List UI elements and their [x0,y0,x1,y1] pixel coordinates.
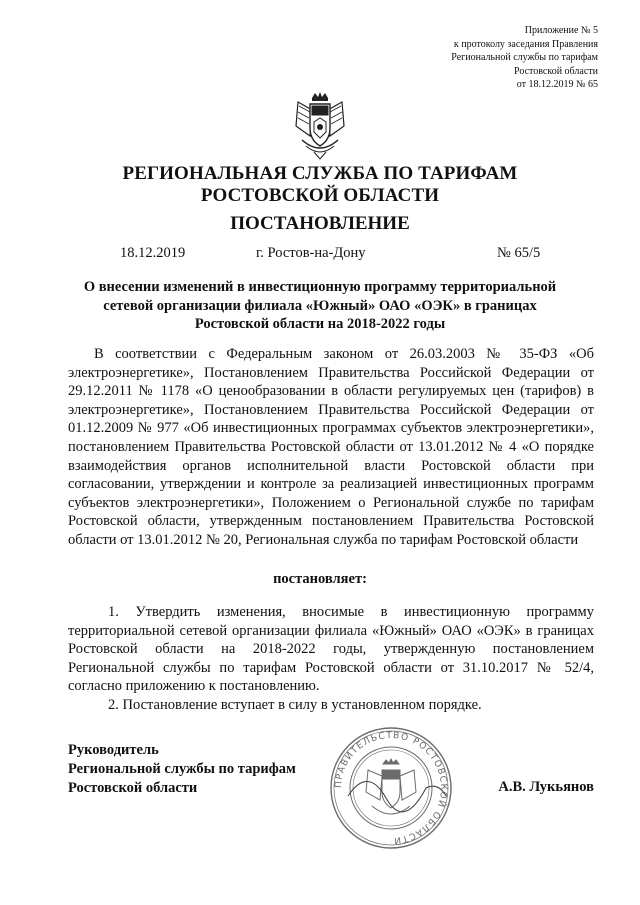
signatory-title [68,741,296,798]
appendix-line: Ростовской области [514,65,598,77]
document-subject [60,278,580,334]
document-city: г. Ростов-на-Дону [256,245,366,261]
document-number: № 65/5 [497,245,541,261]
subject-line: сетевой организации филиала «Южный» ОАО «ОЭК» в границах [103,297,537,314]
appendix-note [451,24,598,92]
resolves-heading: постановляет: [273,571,367,587]
organization-title-line: РОСТОВСКОЙ ОБЛАСТИ [200,185,440,206]
signatory-title-line: Ростовской области [68,780,198,796]
appendix-line: к протоколу заседания Правления [453,38,598,50]
preamble-paragraph: В соответствии с Федеральным законом от 26.03.2003 № 35-ФЗ «Об электроэнергетике», Постановлением Правительства Российской Федерации от 29.12.2011 № 1178 «О ценообразовании в области регулируемых цен (тарифов) в электроэнергетике», Постановлением Правительства Российской Федерации от 01.12.2009 № 977 «Об инвестиционных программах субъектов электроэнергетики», постановлением Правительства Ростовской области от 13.01.2012 № 4 «О порядке взаимодействия органов исполнительной власти Ростовской области при согласовании, утверждении и контроле за реализацией инвестиционных программ субъектов электроэнергетики», Положением о Региональной службе по тарифам Ростовской области, утвержденным постановлением Правительства Ростовской области от 13.01.2012 № 20, Региональная служба по тарифам Ростовской области [68,346,594,548]
item-2-paragraph: 2. Постановление вступает в силу в установленном порядке. [108,697,482,713]
appendix-line: от 18.12.2019 № 65 [516,79,598,90]
signatory-name: А.В. Лукьянов [498,779,594,795]
seal-ring-text: ПРАВИТЕЛЬСТВО РОСТОВСКОЙ ОБЛАСТИ [333,730,449,846]
document-date: 18.12.2019 [120,245,186,261]
subject-line: О внесении изменений в инвестиционную программу территориальной [83,279,557,295]
coat-of-arms-icon [292,92,348,160]
item-1-paragraph: 1. Утвердить изменения, вносимые в инвестиционную программу территориальной сетевой организации филиала «Южный» ОАО «ОЭК» в границах Ростовской области на 2018-2022 годы, утвержденную постановлением Региональной службы по тарифам Ростовской области от 31.10.2017 № 52/4, согласно приложению к постановлению. [68,604,594,695]
signatory-title-line: Региональной службы по тарифам [68,761,296,777]
official-seal-icon [328,726,454,850]
appendix-line: Приложение № 5 [524,25,598,36]
organization-title-line: РЕГИОНАЛЬНАЯ СЛУЖБА ПО ТАРИФАМ [122,163,518,184]
signatory-title-line: Руководитель [68,742,159,758]
organization-title [0,163,640,207]
subject-line: Ростовской области на 2018-2022 годы [194,316,446,332]
document-type: ПОСТАНОВЛЕНИЕ [230,213,410,234]
appendix-line: Региональной службы по тарифам [451,52,598,63]
